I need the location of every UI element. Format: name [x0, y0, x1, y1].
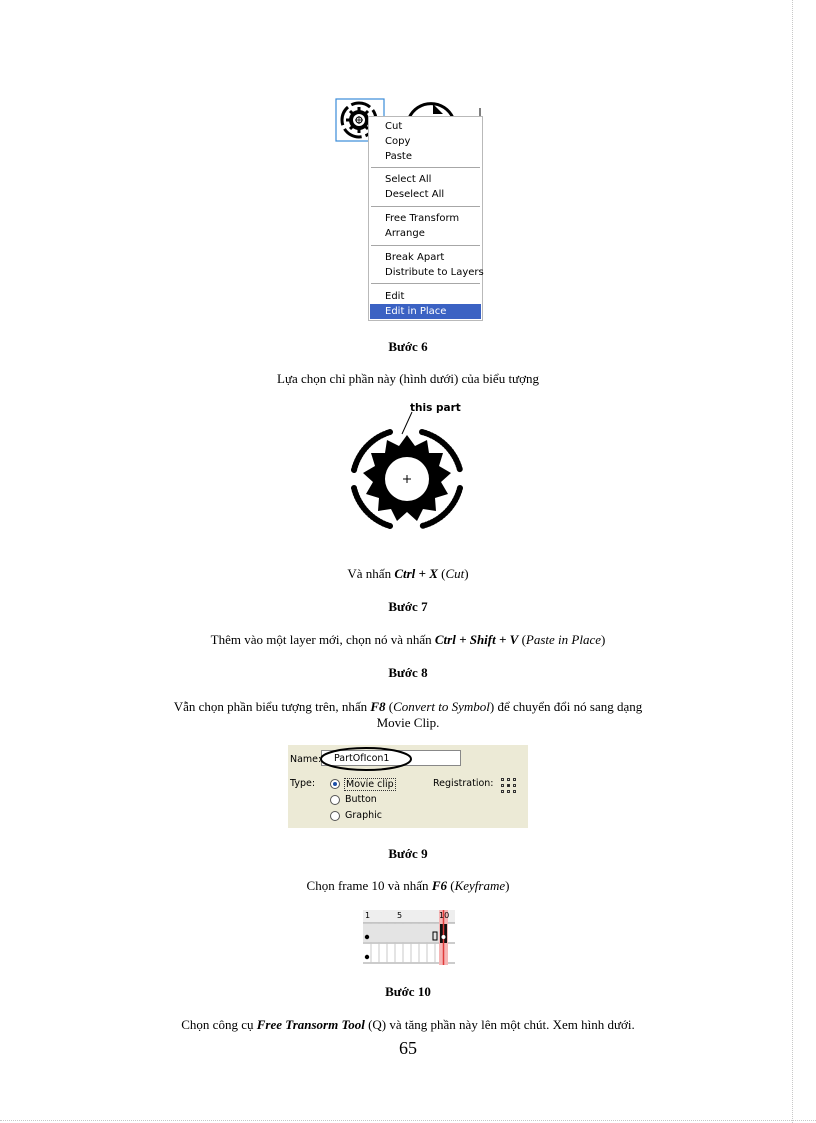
menu-item-edit[interactable]: Edit [385, 291, 405, 302]
step-text: Và nhấn Ctrl + X (Cut) [347, 566, 469, 581]
text-run: Chọn frame 10 và nhấn [306, 878, 432, 893]
text-run: Chọn công cụ [181, 1017, 257, 1032]
menu-item-deselect-all[interactable]: Deselect All [385, 189, 445, 200]
tool-name: Free Transorm Tool [256, 1017, 365, 1032]
menu-item-break-apart[interactable]: Break Apart [385, 252, 445, 263]
highlight-ellipse-icon [319, 746, 413, 772]
step-heading: Bước 6 [388, 339, 428, 354]
text-run: Thêm vào một layer mới, chọn nó và nhấn [210, 632, 435, 647]
text-run: (Q) và tăng phần này lên một chút. Xem hình dưới. [364, 1017, 635, 1032]
text-run: Vẫn chọn phần biểu tượng trên, nhấn [173, 699, 371, 714]
radio-label-movie-clip[interactable]: Movie clip [346, 779, 394, 790]
step-heading: Bước 8 [388, 665, 428, 680]
shortcut-key: Ctrl + Shift + V [434, 632, 519, 647]
frame-label-5: 5 [397, 911, 403, 920]
radio-label-button[interactable]: Button [345, 794, 377, 805]
shortcut-key: Ctrl + X [394, 566, 438, 581]
menu-item-copy[interactable]: Copy [385, 136, 411, 147]
timeline-panel[interactable] [363, 910, 455, 965]
step-text: Lựa chọn chỉ phần này (hình dưới) của biểu tượng [277, 371, 539, 386]
command-name: Cut [445, 566, 465, 581]
radio-button[interactable] [330, 795, 340, 805]
type-label: Type: [290, 778, 316, 789]
figure-callout-label: this part [410, 402, 461, 414]
menu-separator [371, 245, 480, 246]
page-border [792, 0, 793, 1123]
step-heading: Bước 9 [388, 846, 428, 861]
menu-separator [371, 283, 480, 284]
page-border [0, 1120, 816, 1121]
registration-grid[interactable] [501, 778, 521, 798]
context-menu[interactable] [368, 116, 483, 321]
menu-item-edit-in-place[interactable]: Edit in Place [385, 306, 447, 317]
step-text: Vẫn chọn phần biểu tượng trên, nhấn F8 (Convert to Symbol) để chuyển đổi nó sang dạng [173, 699, 643, 714]
shortcut-key: F6 [431, 878, 447, 893]
text-run: để chuyển đổi nó sang dạng [494, 699, 643, 714]
radio-movie-clip[interactable] [330, 779, 340, 789]
radio-label-graphic[interactable]: Graphic [345, 810, 383, 821]
command-name: Keyframe [454, 878, 506, 893]
step-text [0, 1017, 816, 1033]
text-run: Và nhấn [347, 566, 395, 581]
menu-separator [371, 206, 480, 207]
menu-item-distribute-to-layers[interactable]: Distribute to Layers [385, 267, 484, 278]
step-text: Thêm vào một layer mới, chọn nó và nhấn Ctrl + Shift + V (Paste in Place) [210, 632, 606, 647]
radio-graphic[interactable] [330, 811, 340, 821]
menu-item-paste[interactable]: Paste [385, 151, 412, 162]
name-label: Name: [290, 754, 322, 765]
registration-label: Registration: [433, 778, 494, 789]
shortcut-key: F8 [370, 699, 386, 714]
gear-part-icon [340, 402, 475, 532]
convert-to-symbol-dialog [288, 745, 528, 828]
command-name: Paste in Place [525, 632, 601, 647]
step-text-continued: Movie Clip. [376, 715, 440, 730]
menu-item-cut[interactable]: Cut [385, 121, 403, 132]
menu-item-select-all[interactable]: Select All [385, 174, 432, 185]
menu-item-arrange[interactable]: Arrange [385, 228, 425, 239]
frame-label-1: 1 [365, 911, 371, 920]
menu-item-free-transform[interactable]: Free Transform [385, 213, 460, 224]
page-number: 65 [399, 1038, 417, 1058]
step-text: Chọn frame 10 và nhấn F6 (Keyframe) [306, 878, 510, 893]
menu-separator [371, 167, 480, 168]
command-name: Convert to Symbol [393, 699, 490, 714]
step-heading: Bước 10 [385, 984, 431, 999]
frame-label-10: 10 [439, 911, 450, 920]
step-heading: Bước 7 [388, 599, 428, 614]
symbol-name-value: PartOfIcon1 [334, 753, 390, 764]
